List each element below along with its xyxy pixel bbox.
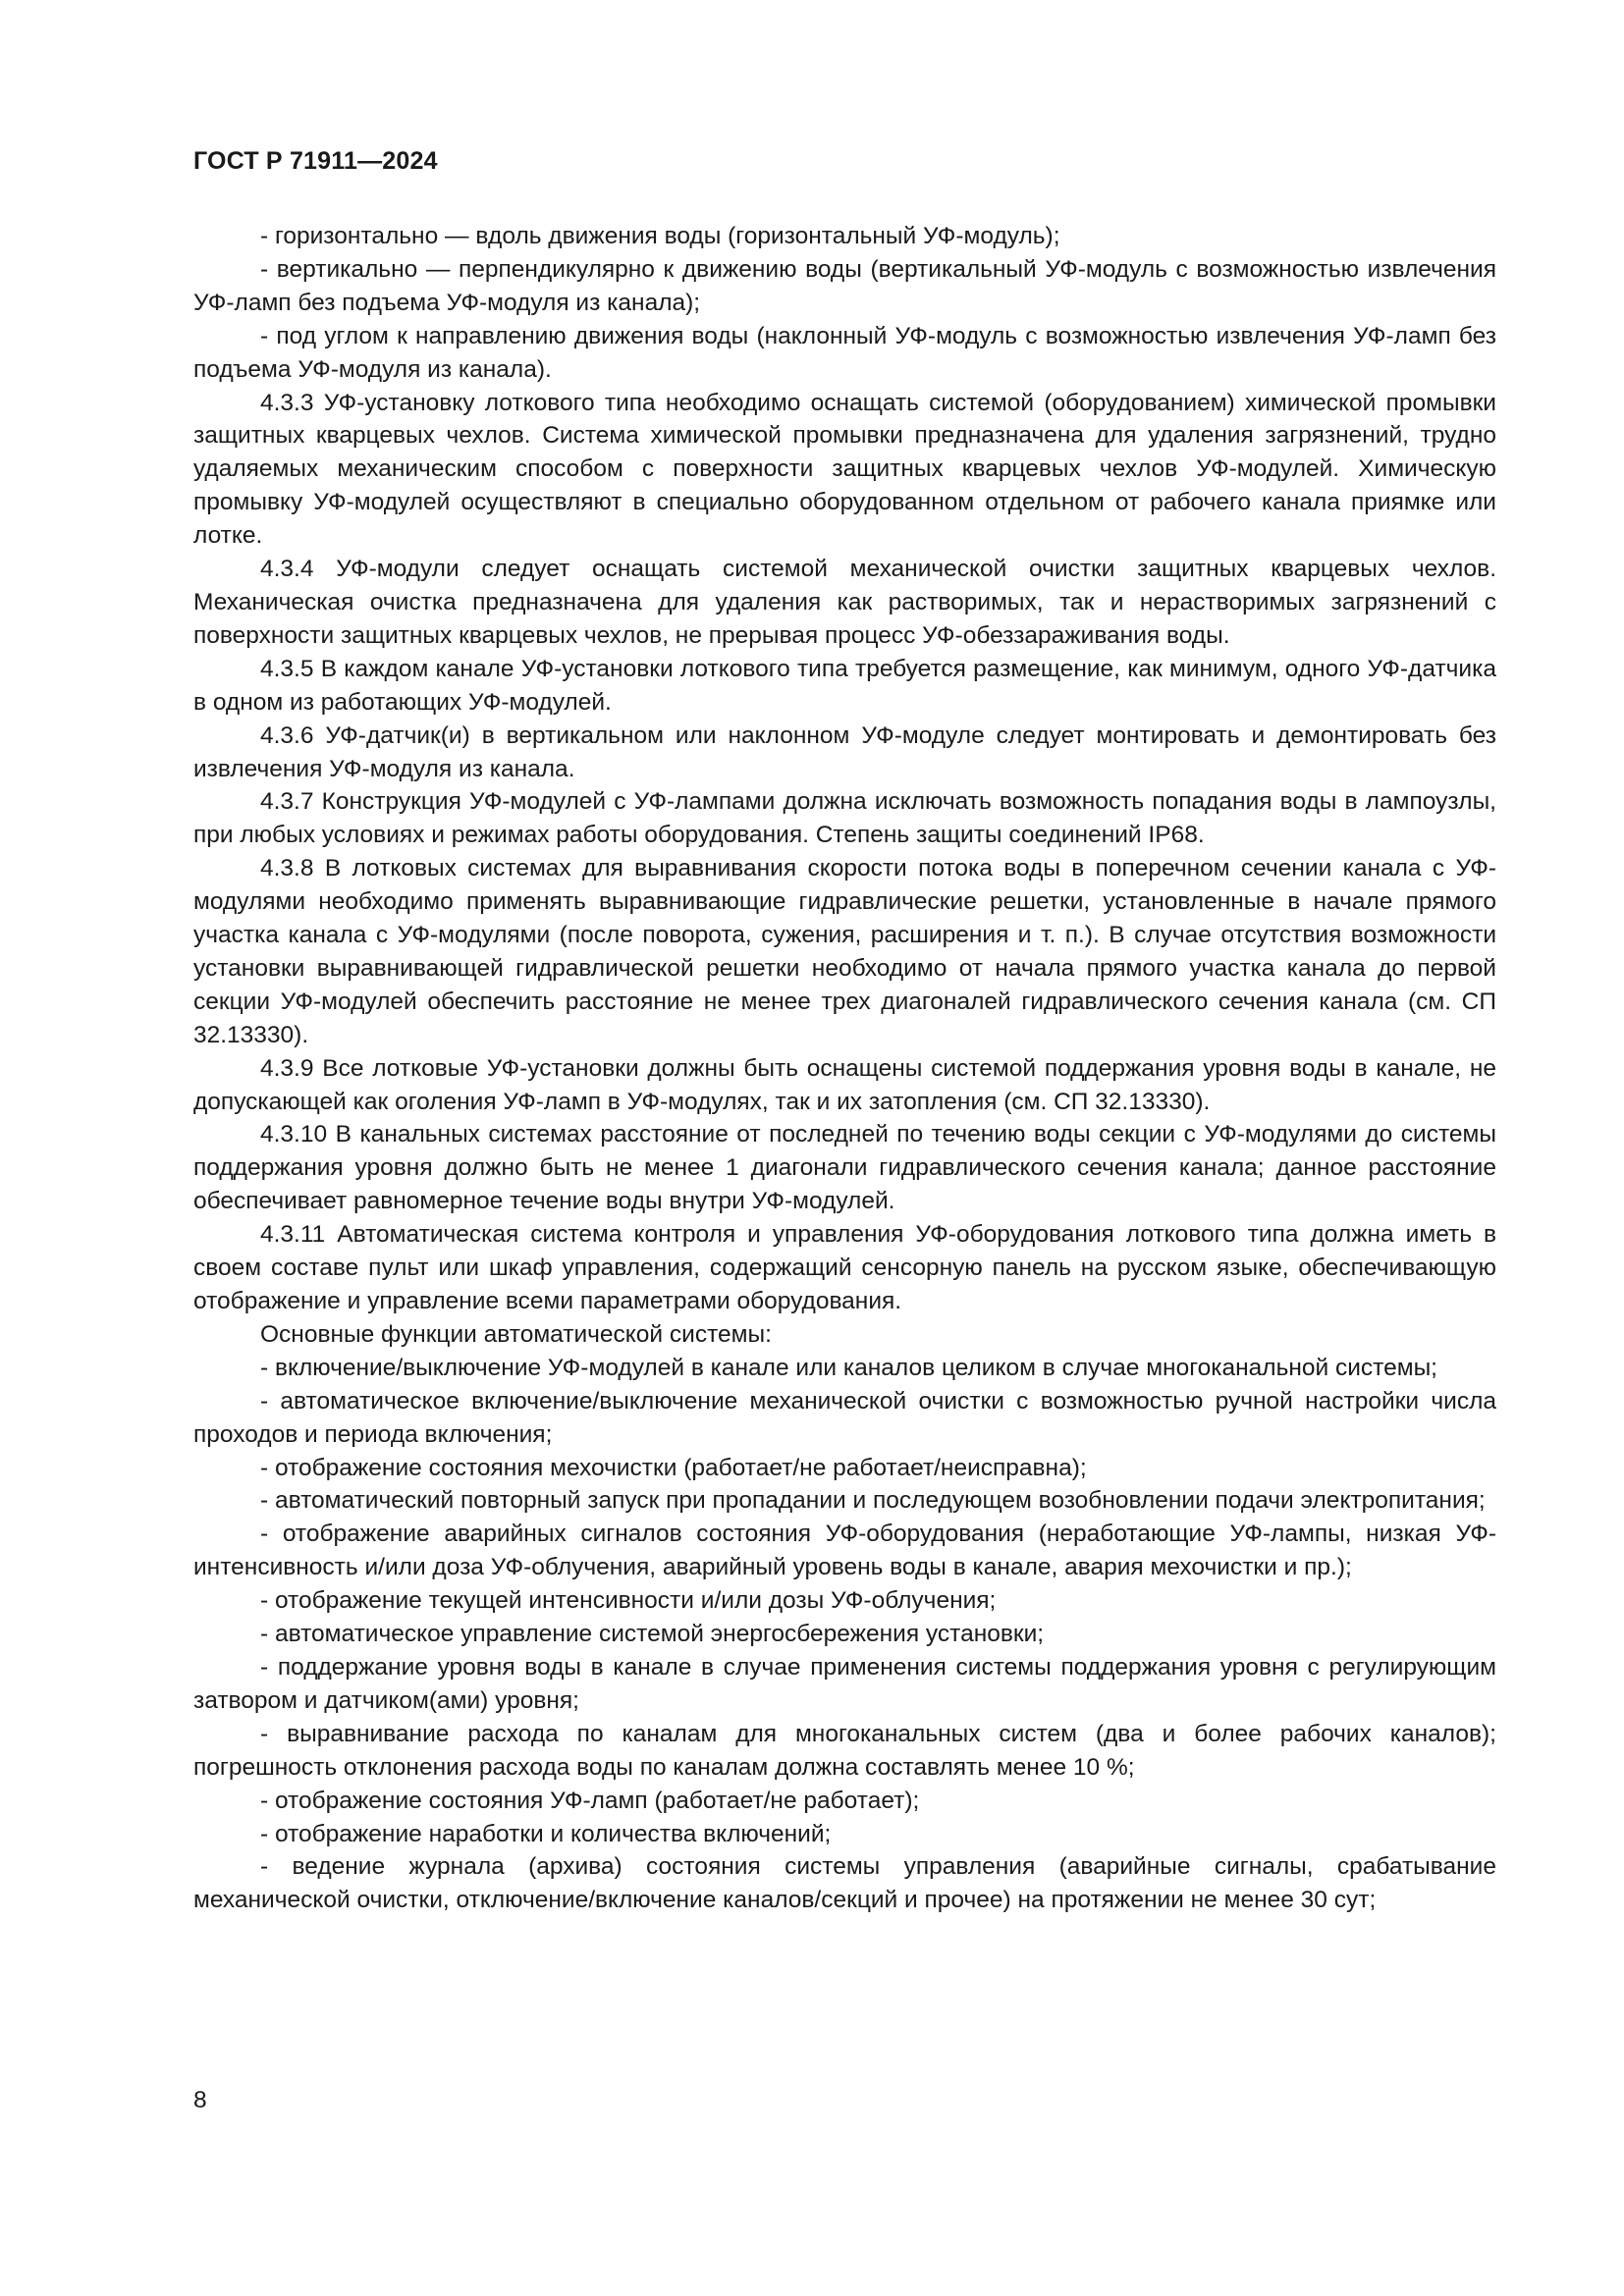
document-body bbox=[193, 220, 1496, 1917]
list-item: - автоматический повторный запуск при пропадании и последующем возобновлении подачи электропитания; bbox=[260, 1487, 1486, 1515]
list-item: - отображение текущей интенсивности и/или дозы УФ-облучения; bbox=[260, 1587, 997, 1615]
list-item: - автоматическое включение/выключение механической очистки с возможностью ручной настройки числа проходов и периода включения; bbox=[193, 1387, 1496, 1448]
list-item: - ведение журнала (архива) состояния системы управления (аварийные сигналы, срабатывание механической очистки, отключение/включение каналов/секций и прочее) на протяжении не менее 30 сут; bbox=[193, 1853, 1496, 1914]
paragraph: 4.3.5 В каждом канале УФ-установки лоткового типа требуется размещение, как минимум, одного УФ-датчика в одном из работающих УФ-модулей. bbox=[193, 655, 1496, 716]
list-item: - поддержание уровня воды в канале в случае применения системы поддержания уровня с регулирующим затвором и датчиком(ами) уровня; bbox=[193, 1653, 1496, 1714]
paragraph: 4.3.3 УФ-установку лоткового типа необходимо оснащать системой (оборудованием) химической промывки защитных кварцевых чехлов. Система химической промывки предназначена для удаления загрязнений, трудно удаляемых механическим способом с поверхности защитных кварцевых чехлов УФ-модулей. Химическую промывку УФ-модулей осуществляют в специально оборудованном отдельном от рабочего канала приямке или лотке. bbox=[193, 389, 1496, 550]
paragraph: 4.3.11 Автоматическая система контроля и управления УФ-оборудования лоткового типа должна иметь в своем составе пульт или шкаф управления, содержащий сенсорную панель на русском языке, обеспечивающую отображение и управление всеми параметрами оборудования. bbox=[193, 1221, 1496, 1314]
document-header: ГОСТ Р 71911—2024 bbox=[193, 147, 438, 175]
paragraph: - горизонтально — вдоль движения воды (горизонтальный УФ-модуль); bbox=[260, 223, 1060, 249]
list-item: - отображение аварийных сигналов состояния УФ-оборудования (неработающие УФ-лампы, низкая УФ-интенсивность и/или доза УФ-облучения, аварийный уровень воды в канале, авария мехочистки и пр.); bbox=[193, 1521, 1496, 1581]
paragraph: 4.3.8 В лотковых системах для выравнивания скорости потока воды в поперечном сечении канала с УФ-модулями необходимо применять выравнивающие гидравлические решетки, установленные в начале прямого участка канала с УФ-модулями (после поворота, сужения, расширения и т. п.). В случае отсутствия возможности установки выравнивающей гидравлической решетки необходимо от начала прямого участка канала до первой секции УФ-модулей обеспечить расстояние не менее трех диагоналей гидравлического сечения канала (см. СП 32.13330). bbox=[193, 855, 1496, 1048]
paragraph: 4.3.9 Все лотковые УФ-установки должны быть оснащены системой поддержания уровня воды в канале, не допускающей как оголения УФ-ламп в УФ-модулях, так и их затопления (см. СП 32.13330). bbox=[193, 1054, 1496, 1115]
paragraph: Основные функции автоматической системы: bbox=[260, 1320, 772, 1348]
list-item: - отображение состояния мехочистки (работает/не работает/неисправна); bbox=[260, 1454, 1087, 1481]
list-item: - отображение наработки и количества включений; bbox=[260, 1820, 832, 1847]
paragraph: 4.3.7 Конструкция УФ-модулей с УФ-лампами должна исключать возможность попадания воды в лампоузлы, при любых условиях и режимах работы оборудования. Степень защиты соединений IP68. bbox=[193, 788, 1496, 849]
paragraph: 4.3.6 УФ-датчик(и) в вертикальном или наклонном УФ-модуле следует монтировать и демонтировать без извлечения УФ-модуля из канала. bbox=[193, 721, 1496, 782]
list-item: - отображение состояния УФ-ламп (работает/не работает); bbox=[260, 1787, 920, 1814]
paragraph: 4.3.4 УФ-модули следует оснащать системой механической очистки защитных кварцевых чехлов. Механическая очистка предназначена для удаления как растворимых, так и нерастворимых загрязнений с поверхности защитных кварцевых чехлов, не прерывая процесс УФ-обеззараживания воды. bbox=[193, 556, 1496, 649]
list-item: - выравнивание расхода по каналам для многоканальных систем (два и более рабочих каналов); погрешность отклонения расхода воды по каналам должна составлять менее 10 %; bbox=[193, 1720, 1496, 1781]
list-item: - автоматическое управление системой энергосбережения установки; bbox=[260, 1621, 1045, 1648]
page-number: 8 bbox=[193, 2087, 207, 2113]
paragraph: - вертикально — перпендикулярно к движению воды (вертикальный УФ-модуль с возможностью извлечения УФ-ламп без подъема УФ-модуля из канала); bbox=[193, 255, 1496, 316]
paragraph: 4.3.10 В канальных системах расстояние от последней по течению воды секции с УФ-модулями до системы поддержания уровня должно быть не менее 1 диагонали гидравлического сечения канала; данное расстояние обеспечивает равномерное течение воды внутри УФ-модулей. bbox=[193, 1121, 1496, 1215]
list-item: - включение/выключение УФ-модулей в канале или каналов целиком в случае многоканальной системы; bbox=[260, 1354, 1437, 1381]
paragraph: - под углом к направлению движения воды (наклонный УФ-модуль с возможностью извлечения УФ-ламп без подъема УФ-модуля из канала). bbox=[193, 322, 1496, 383]
